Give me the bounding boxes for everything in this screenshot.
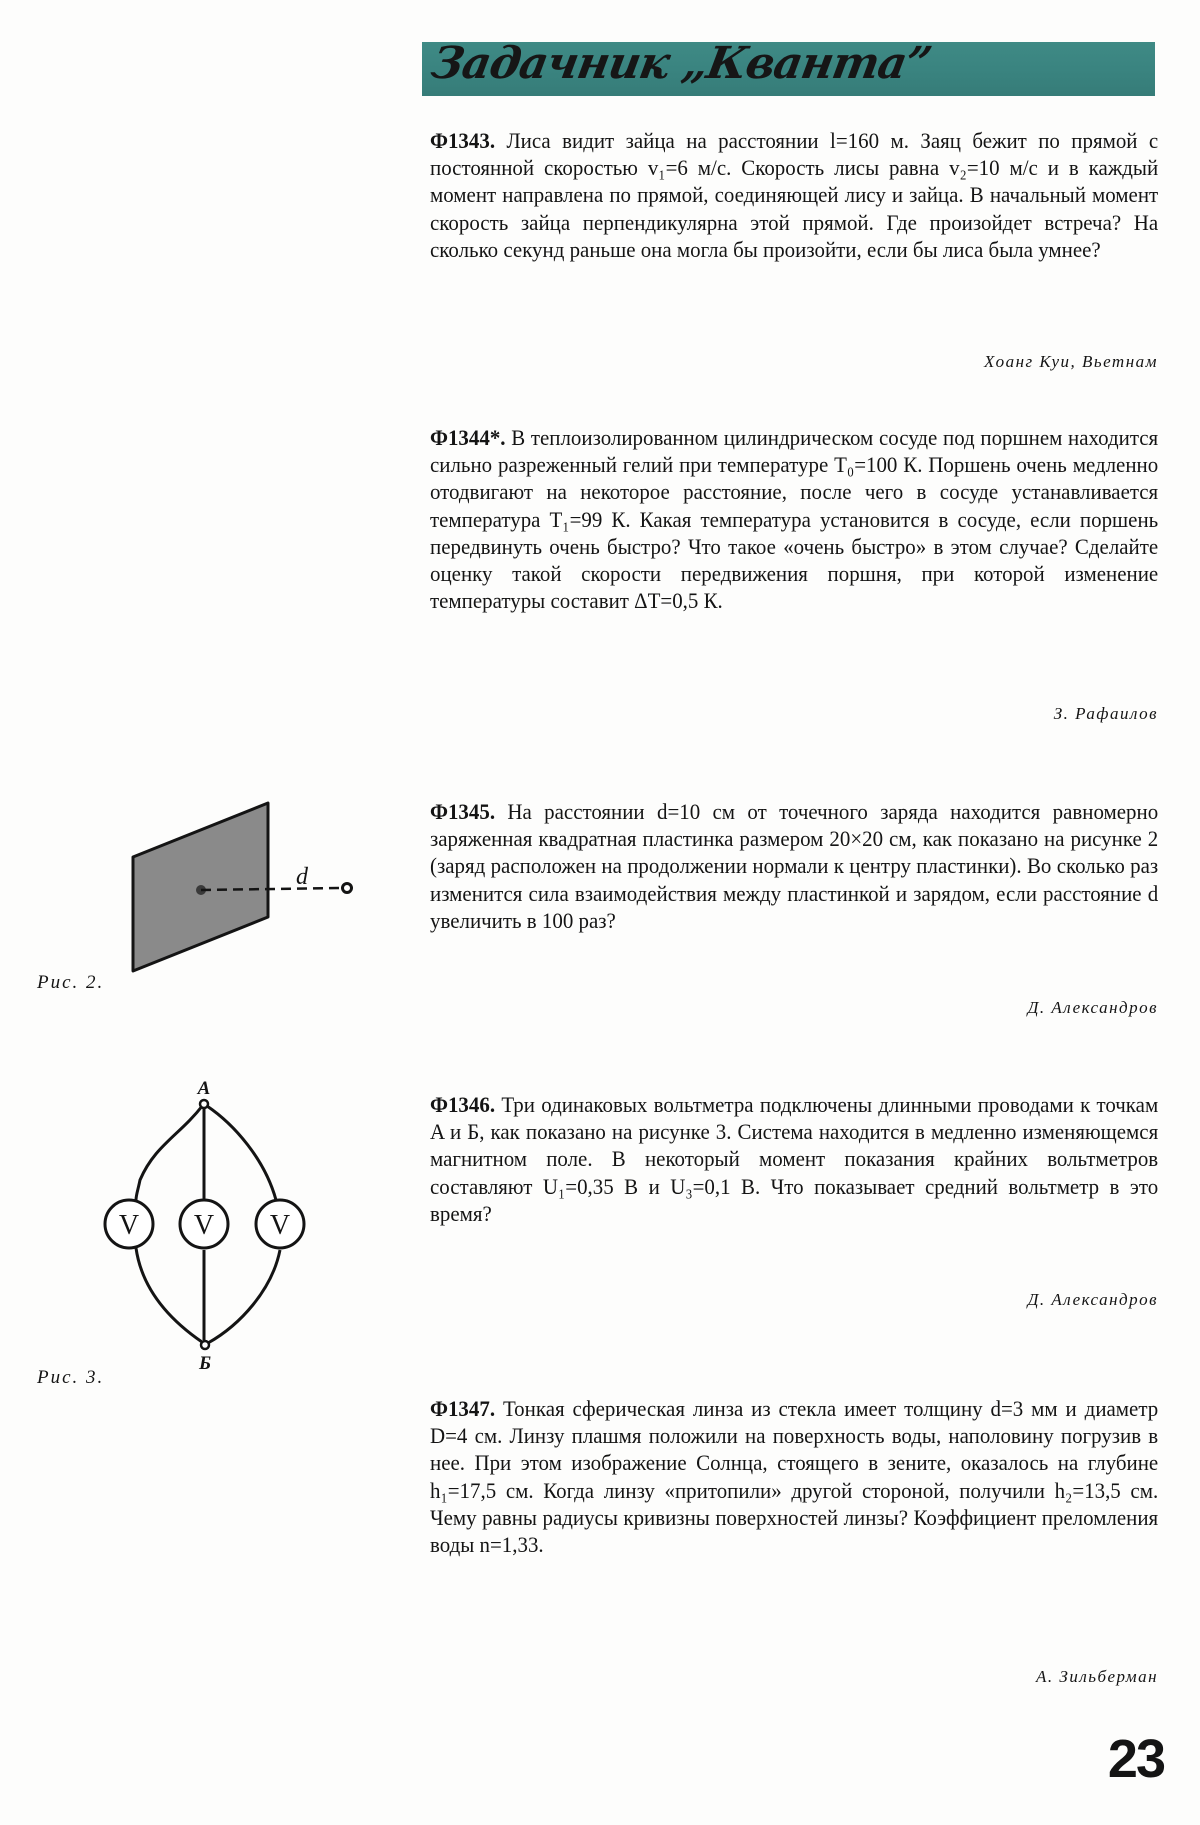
node-b [201, 1341, 209, 1349]
problem-number: Ф1343. [430, 128, 496, 153]
problem-number: Ф1344*. [430, 425, 506, 450]
problem-f1347 [430, 1395, 1158, 1558]
wire-right-top [207, 1106, 276, 1200]
wire-right-bottom [208, 1250, 280, 1343]
problem-f1346 [430, 1091, 1158, 1227]
problem-text: Три одинаковых вольтметра подключены длинными проводами к точкам A и Б, как показано на рисунке 3. Система находится в медленно изменяющемся магнитном поле. В некоторый момент показания крайних вольтметров составляют U₁=0,35 В и U₃=0,1 В. Что показывает средний вольтметр в это время? [430, 1092, 1159, 1226]
voltmeter-left [105, 1200, 153, 1248]
page-number: 23 [1107, 1729, 1164, 1789]
problem-author: Д. Александров [1027, 998, 1158, 1017]
problem-text: Лиса видит зайца на расстоянии l=160 м. Заяц бежит по прямой с постоянной скоростью v₁=6 м/с. Скорость лисы равна v₂=10 м/с и в каждый момент направлена по прямой, соединяющей лису и зайца. В начальный момент скорость зайца перпендикулярна этой прямой. Где произойдет встреча? На сколько секунд раньше она могла бы произойти, если бы лиса была умнее? [430, 128, 1159, 262]
voltmeter-center [180, 1200, 228, 1248]
problem-author: Д. Александров [1027, 1290, 1158, 1309]
node-a-label: A [197, 1078, 211, 1099]
problem-f1344 [430, 424, 1158, 614]
problem-text: На расстоянии d=10 см от точечного заряда находится равномерно заряженная квадратная пластинка размером 20×20 см, как показано на рисунке 2 (заряд расположен на продолжении нормали к центру пластинки). Во сколько раз изменится сила взаимодействия между пластинкой и зарядом, если расстояние d увеличить в 100 раз? [430, 799, 1159, 933]
figure-2-caption: Рис. 2. [37, 972, 105, 993]
problem-author: Хоанг Куи, Вьетнам [984, 352, 1158, 371]
problem-author: З. Рафаилов [1053, 704, 1158, 723]
problem-text: В теплоизолированном цилиндрическом сосуде под поршнем находится сильно разреженный гелий при температуре T₀=100 К. Поршень очень медленно отодвигают на некоторое расстояние, после чего в сосуде устанавливается температура T₁=99 К. Какая температура установится в сосуде, если поршень передвинуть очень быстро? Что такое «очень быстро» в этом случае? Сделайте оценку такой скорости передвижения поршня, при которой изменение температуры составит ΔT=0,5 К. [430, 425, 1159, 614]
wire-left-bottom [136, 1248, 202, 1342]
voltmeter-label: V [269, 1210, 291, 1241]
wire-left-top [136, 1105, 203, 1200]
section-title: Задачник „Кванта” [427, 38, 935, 89]
node-b-label: Б [198, 1353, 212, 1374]
section-banner [422, 38, 1155, 96]
problem-f1343 [430, 127, 1158, 263]
voltmeter-right [256, 1200, 304, 1248]
problem-text: Тонкая сферическая линза из стекла имеет толщину d=3 мм и диаметр D=4 см. Линзу плашмя положили на поверхность воды, наполовину погрузив в нее. При этом изображение Солнца, стоящего в зените, оказалось на глубине h₁=17,5 см. Когда линзу «притопили» другой стороной, получили h₂=13,5 см. Чему равны радиусы кривизны поверхностей линзы? Коэффициент преломления воды n=1,33. [430, 1396, 1159, 1558]
distance-label: d [296, 864, 308, 890]
figure-3-caption: Рис. 3. [37, 1367, 105, 1388]
figure-3-circuit [60, 1060, 320, 1400]
voltmeter-label: V [193, 1210, 215, 1241]
point-charge [343, 884, 352, 893]
node-a [200, 1100, 208, 1108]
problem-author: А. Зильберман [1036, 1667, 1158, 1686]
problem-f1345 [430, 798, 1158, 934]
problem-number: Ф1345. [430, 799, 496, 824]
voltmeter-label: V [118, 1210, 140, 1241]
problem-number: Ф1346. [430, 1092, 496, 1117]
problem-number: Ф1347. [430, 1396, 496, 1421]
